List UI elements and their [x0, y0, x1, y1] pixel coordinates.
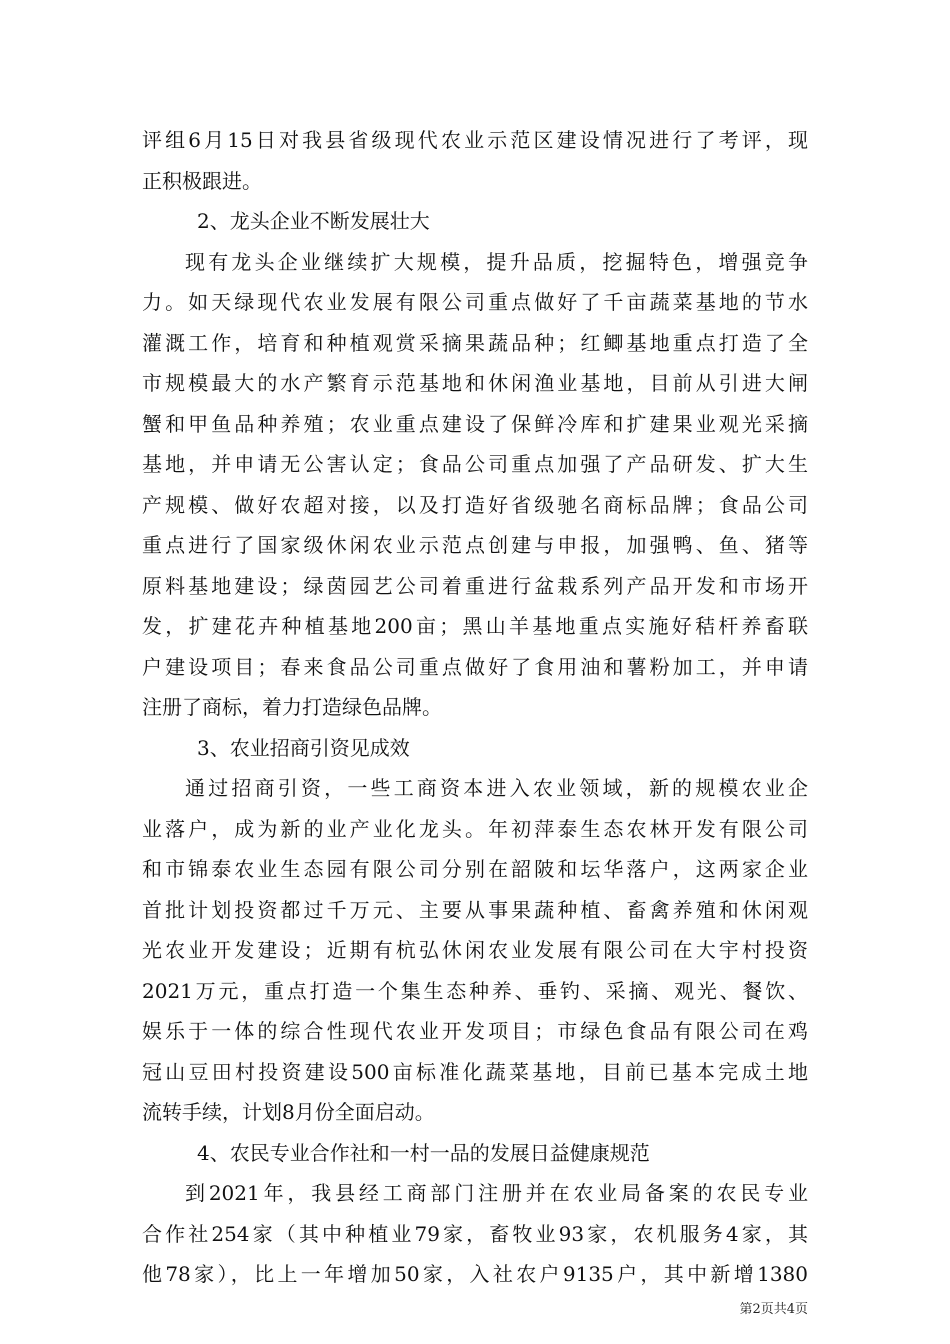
text-line: 和市锦泰农业生态园有限公司分别在韶陂和坛华落户，这两家企业 — [142, 857, 808, 881]
document-body — [142, 120, 808, 1295]
text-line: 正积极跟进。 — [142, 168, 262, 193]
text-line: 评组6月15日对我县省级现代农业示范区建设情况进行了考评，现 — [142, 128, 808, 152]
text-line: 户建设项目；春来食品公司重点做好了食用油和薯粉加工，并申请 — [142, 654, 808, 679]
text-line: 注册了商标，着力打造绿色品牌。 — [142, 695, 442, 719]
text-line: 到2021年，我县经工商部门注册并在农业局备案的农民专业 — [185, 1181, 808, 1205]
text-line: 蟹和甲鱼品种养殖；农业重点建设了保鲜冷库和扩建果业观光采摘 — [142, 411, 808, 436]
text-line: 通过招商引资，一些工商资本进入农业领域，新的规模农业企 — [185, 776, 808, 800]
text-line: 基地，并申请无公害认定；食品公司重点加强了产品研发、扩大生 — [142, 452, 808, 476]
text-line: 首批计划投资都过千万元、主要从事果蔬种植、畜禽养殖和休闲观 — [142, 897, 808, 922]
text-line: 重点进行了国家级休闲农业示范点创建与申报，加强鸭、鱼、猪等 — [142, 533, 808, 557]
text-line: 2021万元，重点打造一个集生态种养、垂钓、采摘、观光、餐饮、 — [142, 978, 808, 1003]
text-line: 原料基地建设；绿茵园艺公司着重进行盆栽系列产品开发和市场开 — [142, 573, 808, 598]
text-line: 他78家），比上一年增加50家，入社农户9135户，其中新增1380 — [142, 1262, 808, 1286]
text-line: 产规模、做好农超对接，以及打造好省级驰名商标品牌；食品公司 — [142, 492, 808, 517]
text-line: 娱乐于一体的综合性现代农业开发项目；市绿色食品有限公司在鸡 — [142, 1019, 808, 1043]
text-line: 流转手续，计划8月份全面启动。 — [142, 1100, 435, 1124]
text-line: 冠山豆田村投资建设500亩标准化蔬菜基地，目前已基本完成土地 — [142, 1059, 808, 1084]
text-line: 力。如天绿现代农业发展有限公司重点做好了千亩蔬菜基地的节水 — [142, 290, 808, 314]
text-line: 发，扩建花卉种植基地200亩；黑山羊基地重点实施好秸杆养畜联 — [142, 614, 808, 638]
text-line: 现有龙头企业继续扩大规模，提升品质，挖掘特色，增强竞争 — [185, 249, 808, 274]
text-line: 市规模最大的水产繁育示范基地和休闲渔业基地，目前从引进大闸 — [142, 371, 808, 395]
section-heading: 3、农业招商引资见成效 — [197, 735, 410, 760]
section-heading: 4、农民专业合作社和一村一品的发展日益健康规范 — [197, 1140, 650, 1165]
section-heading: 2、龙头企业不断发展壮大 — [197, 209, 430, 233]
text-line: 业落户，成为新的业产业化龙头。年初萍泰生态农林开发有限公司 — [142, 816, 808, 841]
text-line: 合作社254家（其中种植业79家，畜牧业93家，农机服务4家，其 — [142, 1221, 808, 1246]
text-line: 灌溉工作，培育和种植观赏采摘果蔬品种；红鲫基地重点打造了全 — [142, 330, 808, 355]
page-number-footer: 第2页共4页 — [739, 1302, 808, 1317]
text-line: 光农业开发建设；近期有杭弘休闲农业发展有限公司在大宇村投资 — [142, 938, 808, 962]
